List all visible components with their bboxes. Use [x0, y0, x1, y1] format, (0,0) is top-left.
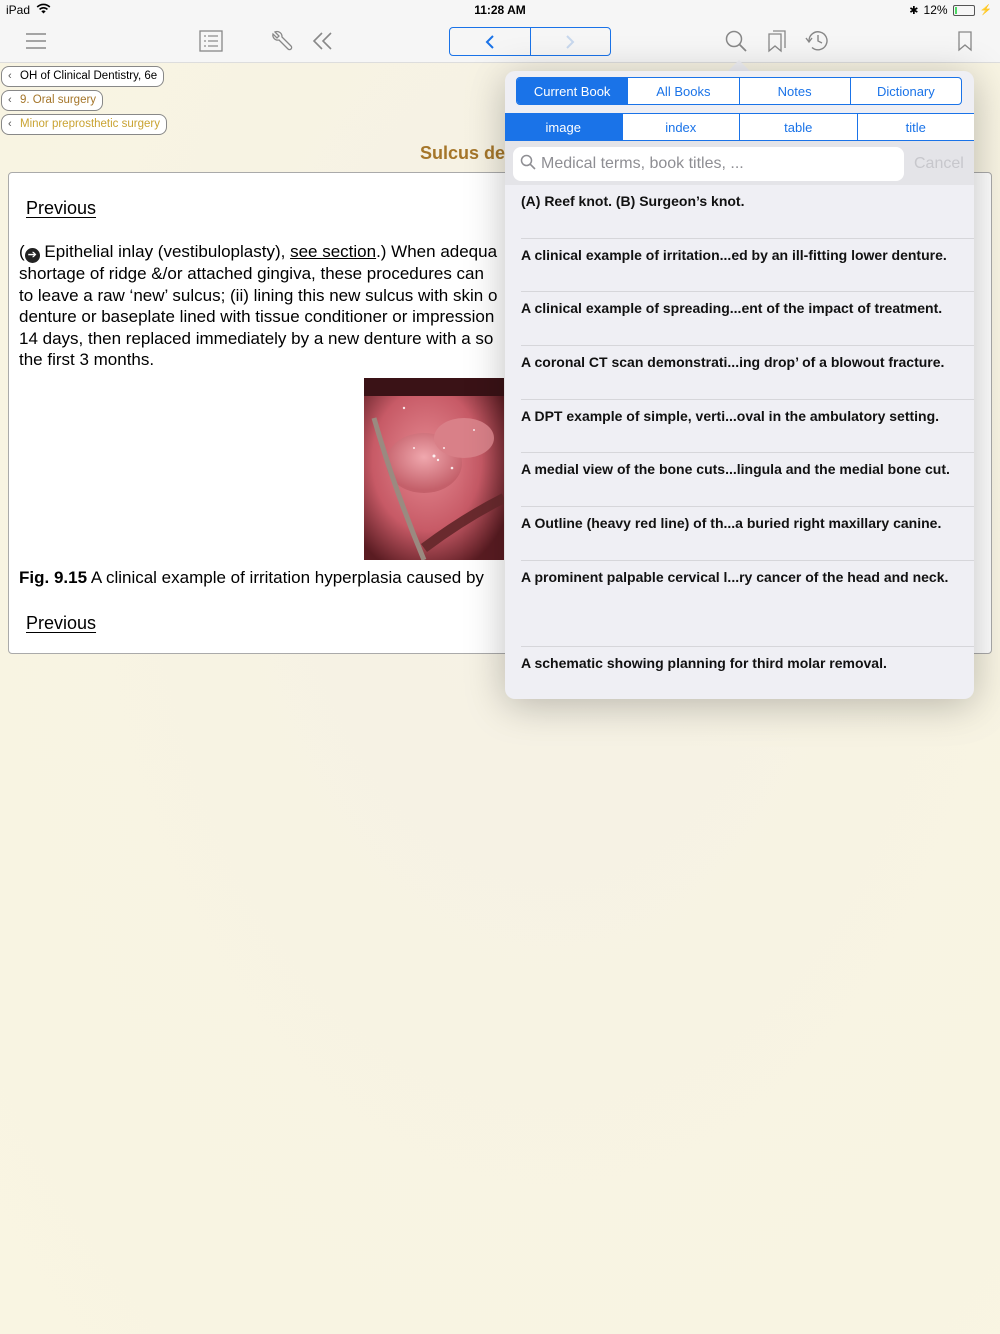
menu-icon[interactable]	[23, 28, 49, 54]
chevron-left-icon: ‹	[8, 70, 12, 82]
chevron-left-icon: ‹	[8, 118, 12, 130]
status-bar	[0, 0, 1000, 20]
tab-title[interactable]: title	[905, 119, 926, 135]
result-item[interactable]: (A) Reef knot. (B) Surgeon’s knot.	[505, 185, 974, 239]
search-type-segment	[505, 113, 974, 141]
bookmarks-icon[interactable]	[764, 28, 790, 54]
tab-all-books[interactable]: All Books	[628, 78, 739, 104]
chevron-left-icon: ‹	[8, 94, 12, 106]
search-scope-segment	[516, 77, 962, 105]
breadcrumb-label: 9. Oral surgery	[20, 94, 97, 106]
search-results-list	[505, 185, 974, 699]
result-item[interactable]: A schematic showing planning for third molar removal.	[521, 654, 887, 671]
search-icon	[520, 154, 536, 175]
battery-icon	[953, 5, 975, 16]
bluetooth-icon: ✱	[909, 4, 919, 17]
double-chevron-left-icon[interactable]	[310, 28, 336, 54]
previous-link-bottom[interactable]: Previous	[26, 613, 97, 633]
paragraph-open-paren: (	[19, 242, 25, 261]
result-item[interactable]: A clinical example of spreading...ent of the impact of treatment.	[505, 292, 974, 346]
battery-fill	[955, 7, 957, 14]
search-icon[interactable]	[723, 28, 749, 54]
breadcrumb-section[interactable]	[1, 114, 167, 135]
status-time: 11:28 AM	[474, 3, 526, 17]
page-nav-segment	[449, 27, 611, 56]
result-item[interactable]: A clinical example of irritation...ed by an ill-fitting lower denture.	[505, 239, 974, 293]
previous-link-top[interactable]: Previous	[26, 198, 97, 218]
toolbar	[0, 20, 1000, 63]
breadcrumb-label: Minor preprosthetic surgery	[20, 118, 160, 130]
tab-current-book[interactable]: Current Book	[517, 78, 628, 104]
search-placeholder: Medical terms, book titles, ...	[541, 155, 744, 172]
paragraph-line: 14 days, then replaced immediately by a new denture with a so	[19, 328, 494, 348]
section-title: Sulcus de	[420, 143, 506, 163]
nav-forward-button[interactable]	[531, 28, 611, 55]
paragraph-line: the first 3 months.	[19, 350, 155, 369]
search-popover	[505, 71, 974, 699]
tab-notes[interactable]: Notes	[740, 78, 851, 104]
result-item[interactable]: A Outline (heavy red line) of th...a buried right maxillary canine.	[505, 507, 974, 561]
figure-caption	[19, 568, 484, 588]
list-icon[interactable]	[198, 28, 224, 54]
chevron-right-icon	[564, 34, 576, 50]
charging-icon: ⚡	[979, 4, 992, 16]
paragraph-line: to leave a raw ‘new’ sulcus; (ii) lining this new sulcus with skin o	[19, 285, 498, 305]
cross-reference-arrow-icon: ➔	[25, 248, 40, 263]
history-icon[interactable]	[804, 28, 830, 54]
result-item[interactable]: A medial view of the bone cuts...lingula and the medial bone cut.	[505, 453, 974, 507]
battery-percent: 12%	[923, 3, 948, 17]
device-name: iPad	[6, 3, 31, 17]
wrench-icon[interactable]	[269, 28, 295, 54]
search-input[interactable]	[513, 147, 904, 181]
paragraph-part1: Epithelial inlay (vestibuloplasty),	[39, 242, 291, 261]
nav-back-button[interactable]	[450, 28, 531, 55]
paragraph-part2: .) When adequa	[376, 242, 498, 261]
tab-image[interactable]: image	[505, 114, 623, 140]
figure-label: Fig. 9.15	[19, 568, 88, 587]
cancel-button[interactable]: Cancel	[914, 155, 964, 172]
tab-table[interactable]: table	[740, 114, 858, 140]
breadcrumb-label: OH of Clinical Dentistry, 6e	[20, 70, 158, 82]
chevron-left-icon	[484, 34, 496, 50]
figure-caption-text: A clinical example of irritation hyperplasia caused by	[87, 568, 484, 587]
tab-dictionary[interactable]: Dictionary	[876, 83, 935, 99]
bookmark-icon[interactable]	[952, 28, 978, 54]
paragraph-line: denture or baseplate lined with tissue conditioner or impression	[19, 307, 495, 326]
breadcrumb-chapter[interactable]	[1, 90, 103, 111]
breadcrumb-book[interactable]	[1, 66, 164, 87]
result-item[interactable]: A prominent palpable cervical l...ry cancer of the head and neck.	[505, 561, 974, 647]
clinical-photo[interactable]	[364, 378, 504, 560]
tab-index[interactable]: index	[623, 114, 741, 140]
status-right	[909, 3, 992, 17]
search-bar	[505, 141, 974, 185]
result-item[interactable]: A DPT example of simple, verti...oval in the ambulatory setting.	[505, 400, 974, 454]
result-item[interactable]: A coronal CT scan demonstrati...ing drop’ of a blowout fracture.	[505, 346, 974, 400]
see-section-link[interactable]: see section	[290, 242, 377, 261]
paragraph-line: shortage of ridge &/or attached gingiva, these procedures can	[19, 264, 484, 283]
